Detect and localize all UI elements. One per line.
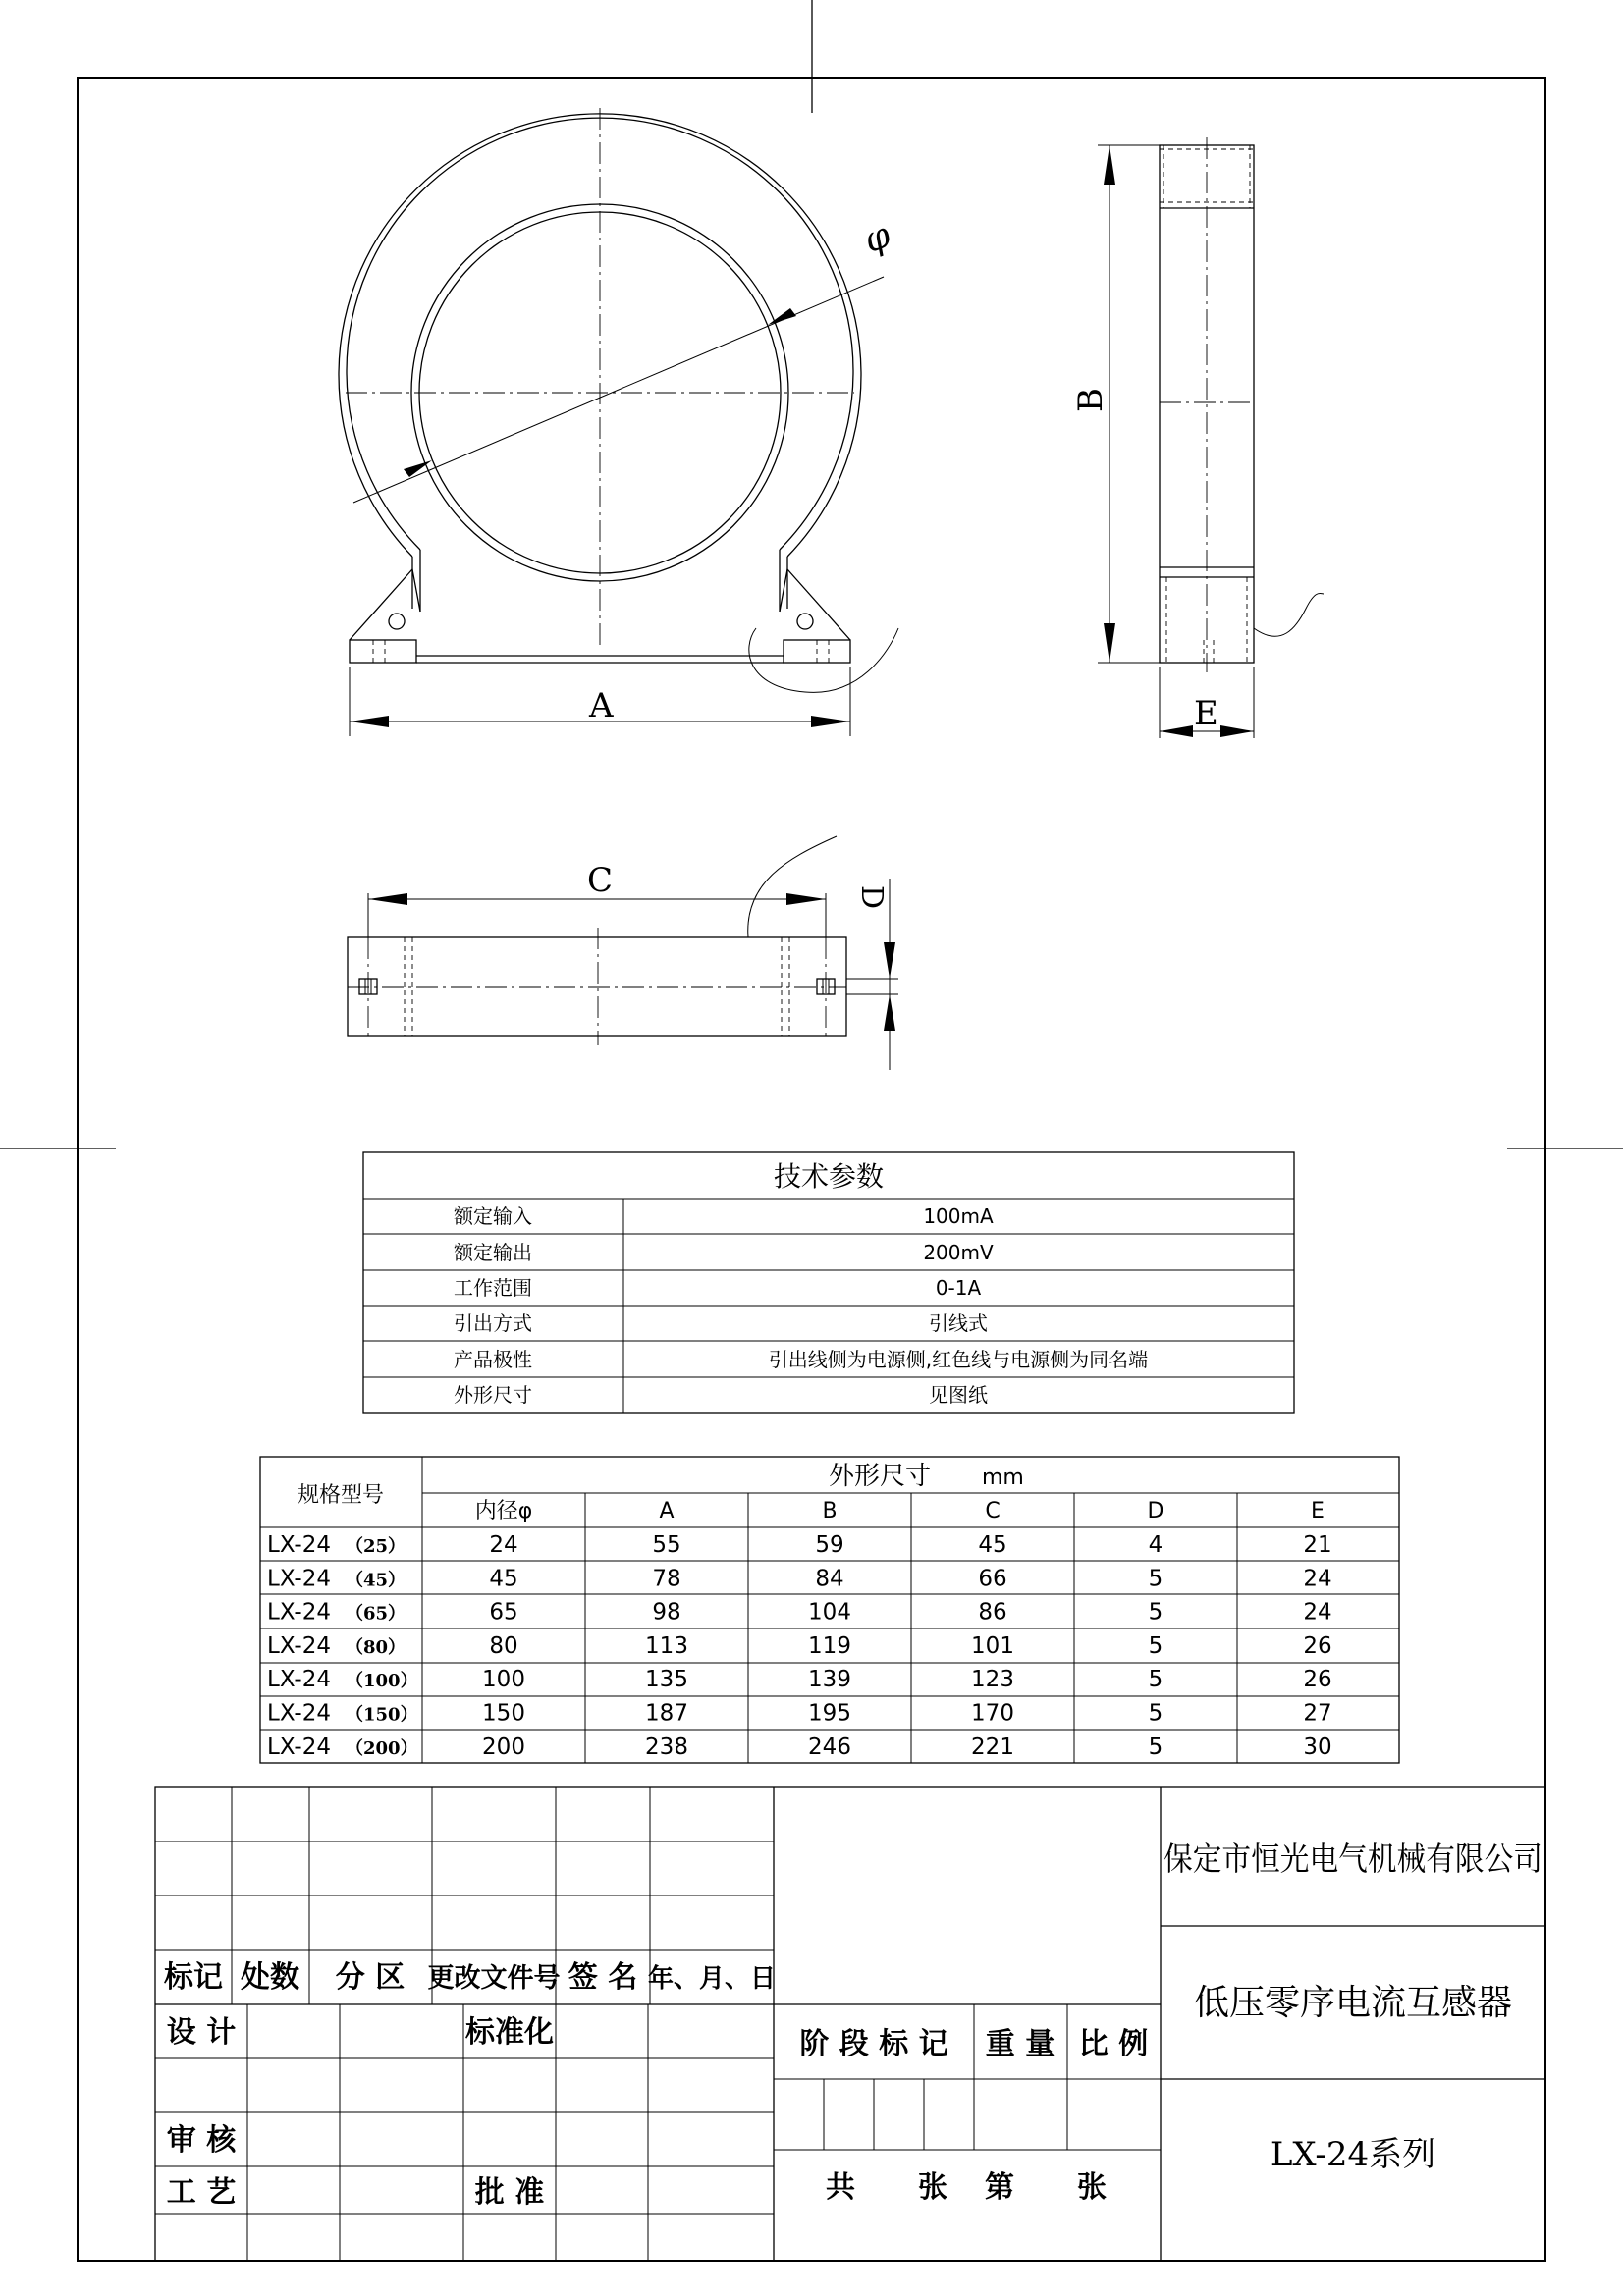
model-header: 规格型号 [297,1483,385,1508]
model-name: LX-24 [267,1599,331,1626]
sheet-unit-label: 张 [1077,2170,1107,2205]
dim-value: 80 [489,1632,518,1659]
weight-label: 重 量 [985,2027,1055,2061]
rev-header-date: 年、月、日 [647,1964,777,1994]
dims-unit: mm [982,1466,1024,1490]
model-name: LX-24 [267,1566,331,1592]
dim-value: 5 [1148,1599,1163,1626]
dim-value: 55 [652,1532,681,1558]
model-size: （100） [346,1671,418,1692]
dim-value: 187 [645,1700,688,1727]
dim-b-label: B [1071,388,1110,412]
title-block [155,1787,1545,2261]
dim-value: 84 [815,1566,844,1592]
dim-c-label: C [587,861,614,900]
dimensions-table [260,1457,1399,1763]
model-size: （65） [346,1603,406,1625]
dim-value: 5 [1148,1632,1163,1659]
param-value: 引出线侧为电源侧,红色线与电源侧为同名端 [768,1348,1149,1371]
model-name: LX-24 [267,1667,331,1693]
bottom-view [348,836,898,1070]
dim-value: 200 [482,1734,525,1760]
dims-column-header: C [985,1499,1001,1523]
dim-value: 4 [1148,1532,1163,1558]
dim-value: 24 [489,1532,518,1558]
param-value: 见图纸 [929,1383,988,1407]
tech-params-table [363,1152,1294,1413]
rev-header-count: 处数 [241,1960,299,1995]
param-label: 引出方式 [454,1311,532,1335]
process-label: 工 艺 [166,2175,237,2210]
model-name: LX-24 [267,1532,331,1558]
dim-a-label: A [589,686,614,725]
dim-d-label: D [854,885,889,910]
dim-value: 100 [482,1667,525,1693]
dims-group-header: 外形尺寸 [828,1462,932,1491]
dim-value: 5 [1148,1700,1163,1727]
param-label: 工作范围 [454,1276,532,1300]
dim-value: 21 [1303,1532,1332,1558]
model-name: LX-24 [267,1734,331,1760]
dim-value: 65 [489,1599,518,1626]
dims-column-header: B [822,1499,838,1523]
dims-column-header: A [659,1499,675,1523]
dim-value: 98 [652,1599,681,1626]
dim-value: 26 [1303,1632,1332,1659]
dim-value: 113 [645,1632,688,1659]
model-name: LX-24 [267,1700,331,1727]
dim-value: 123 [971,1667,1014,1693]
param-label: 额定输入 [454,1204,532,1228]
dim-value: 59 [815,1532,844,1558]
dim-value: 27 [1303,1700,1332,1727]
param-label: 产品极性 [454,1348,532,1371]
model-size: （45） [346,1570,406,1591]
model-size: （150） [346,1704,418,1726]
model-name: LX-24 [267,1632,331,1659]
dim-value: 30 [1303,1734,1332,1760]
dim-value: 195 [808,1700,851,1727]
dim-value: 135 [645,1667,688,1693]
dim-value: 45 [489,1566,518,1592]
sheets-total-label: 共 [826,2170,855,2205]
dim-value: 246 [808,1734,851,1760]
param-value: 0-1A [935,1276,982,1300]
dim-value: 150 [482,1700,525,1727]
dim-e-label: E [1194,694,1218,733]
front-view [339,108,898,736]
dim-value: 170 [971,1700,1014,1727]
dims-column-header: 内径φ [474,1499,533,1523]
company-name: 保定市恒光电气机械有限公司 [1163,1840,1542,1878]
dim-value: 26 [1303,1667,1332,1693]
dim-value: 78 [652,1566,681,1592]
design-label: 设 计 [166,2015,237,2050]
product-name: 低压零序电流互感器 [1193,1983,1513,2023]
model-size: （80） [346,1636,406,1658]
scale-label: 比 例 [1078,2027,1149,2061]
rev-header-sign: 签 名 [568,1960,638,1995]
dim-value: 5 [1148,1667,1163,1693]
dim-value: 238 [645,1734,688,1760]
sheets-unit-label: 张 [918,2170,947,2205]
stage-mark-label: 阶 段 标 记 [799,2027,948,2061]
dim-value: 24 [1303,1599,1332,1626]
param-value: 引线式 [929,1311,988,1335]
dim-value: 45 [978,1532,1007,1558]
sheet-no-label: 第 [985,2170,1014,2205]
dim-value: 86 [978,1599,1007,1626]
dim-value: 101 [971,1632,1014,1659]
param-value: 200mV [923,1241,994,1264]
tech-params-title: 技术参数 [773,1160,885,1193]
series-name: LX-24系列 [1270,2135,1436,2174]
rev-header-zone: 分 区 [335,1960,406,1995]
phi-label: φ [858,214,896,262]
model-size: （25） [346,1536,406,1557]
approve-label: 批 准 [474,2175,545,2210]
dim-value: 139 [808,1667,851,1693]
param-label: 外形尺寸 [454,1383,532,1407]
review-label: 审 核 [166,2123,237,2158]
dim-value: 119 [808,1632,851,1659]
dim-value: 24 [1303,1566,1332,1592]
rev-header-doc: 更改文件号 [427,1963,561,1994]
param-value: 100mA [923,1204,994,1228]
rev-header-mark: 标记 [164,1960,223,1995]
model-size: （200） [346,1737,418,1759]
dim-value: 5 [1148,1734,1163,1760]
side-view [1071,137,1324,738]
dim-value: 66 [978,1566,1007,1592]
dim-value: 221 [971,1734,1014,1760]
dims-column-header: D [1147,1499,1164,1523]
standardization-label: 标准化 [465,2015,554,2050]
dim-value: 5 [1148,1566,1163,1592]
param-label: 额定输出 [454,1241,532,1264]
dims-column-header: E [1311,1499,1325,1523]
dim-value: 104 [808,1599,851,1626]
